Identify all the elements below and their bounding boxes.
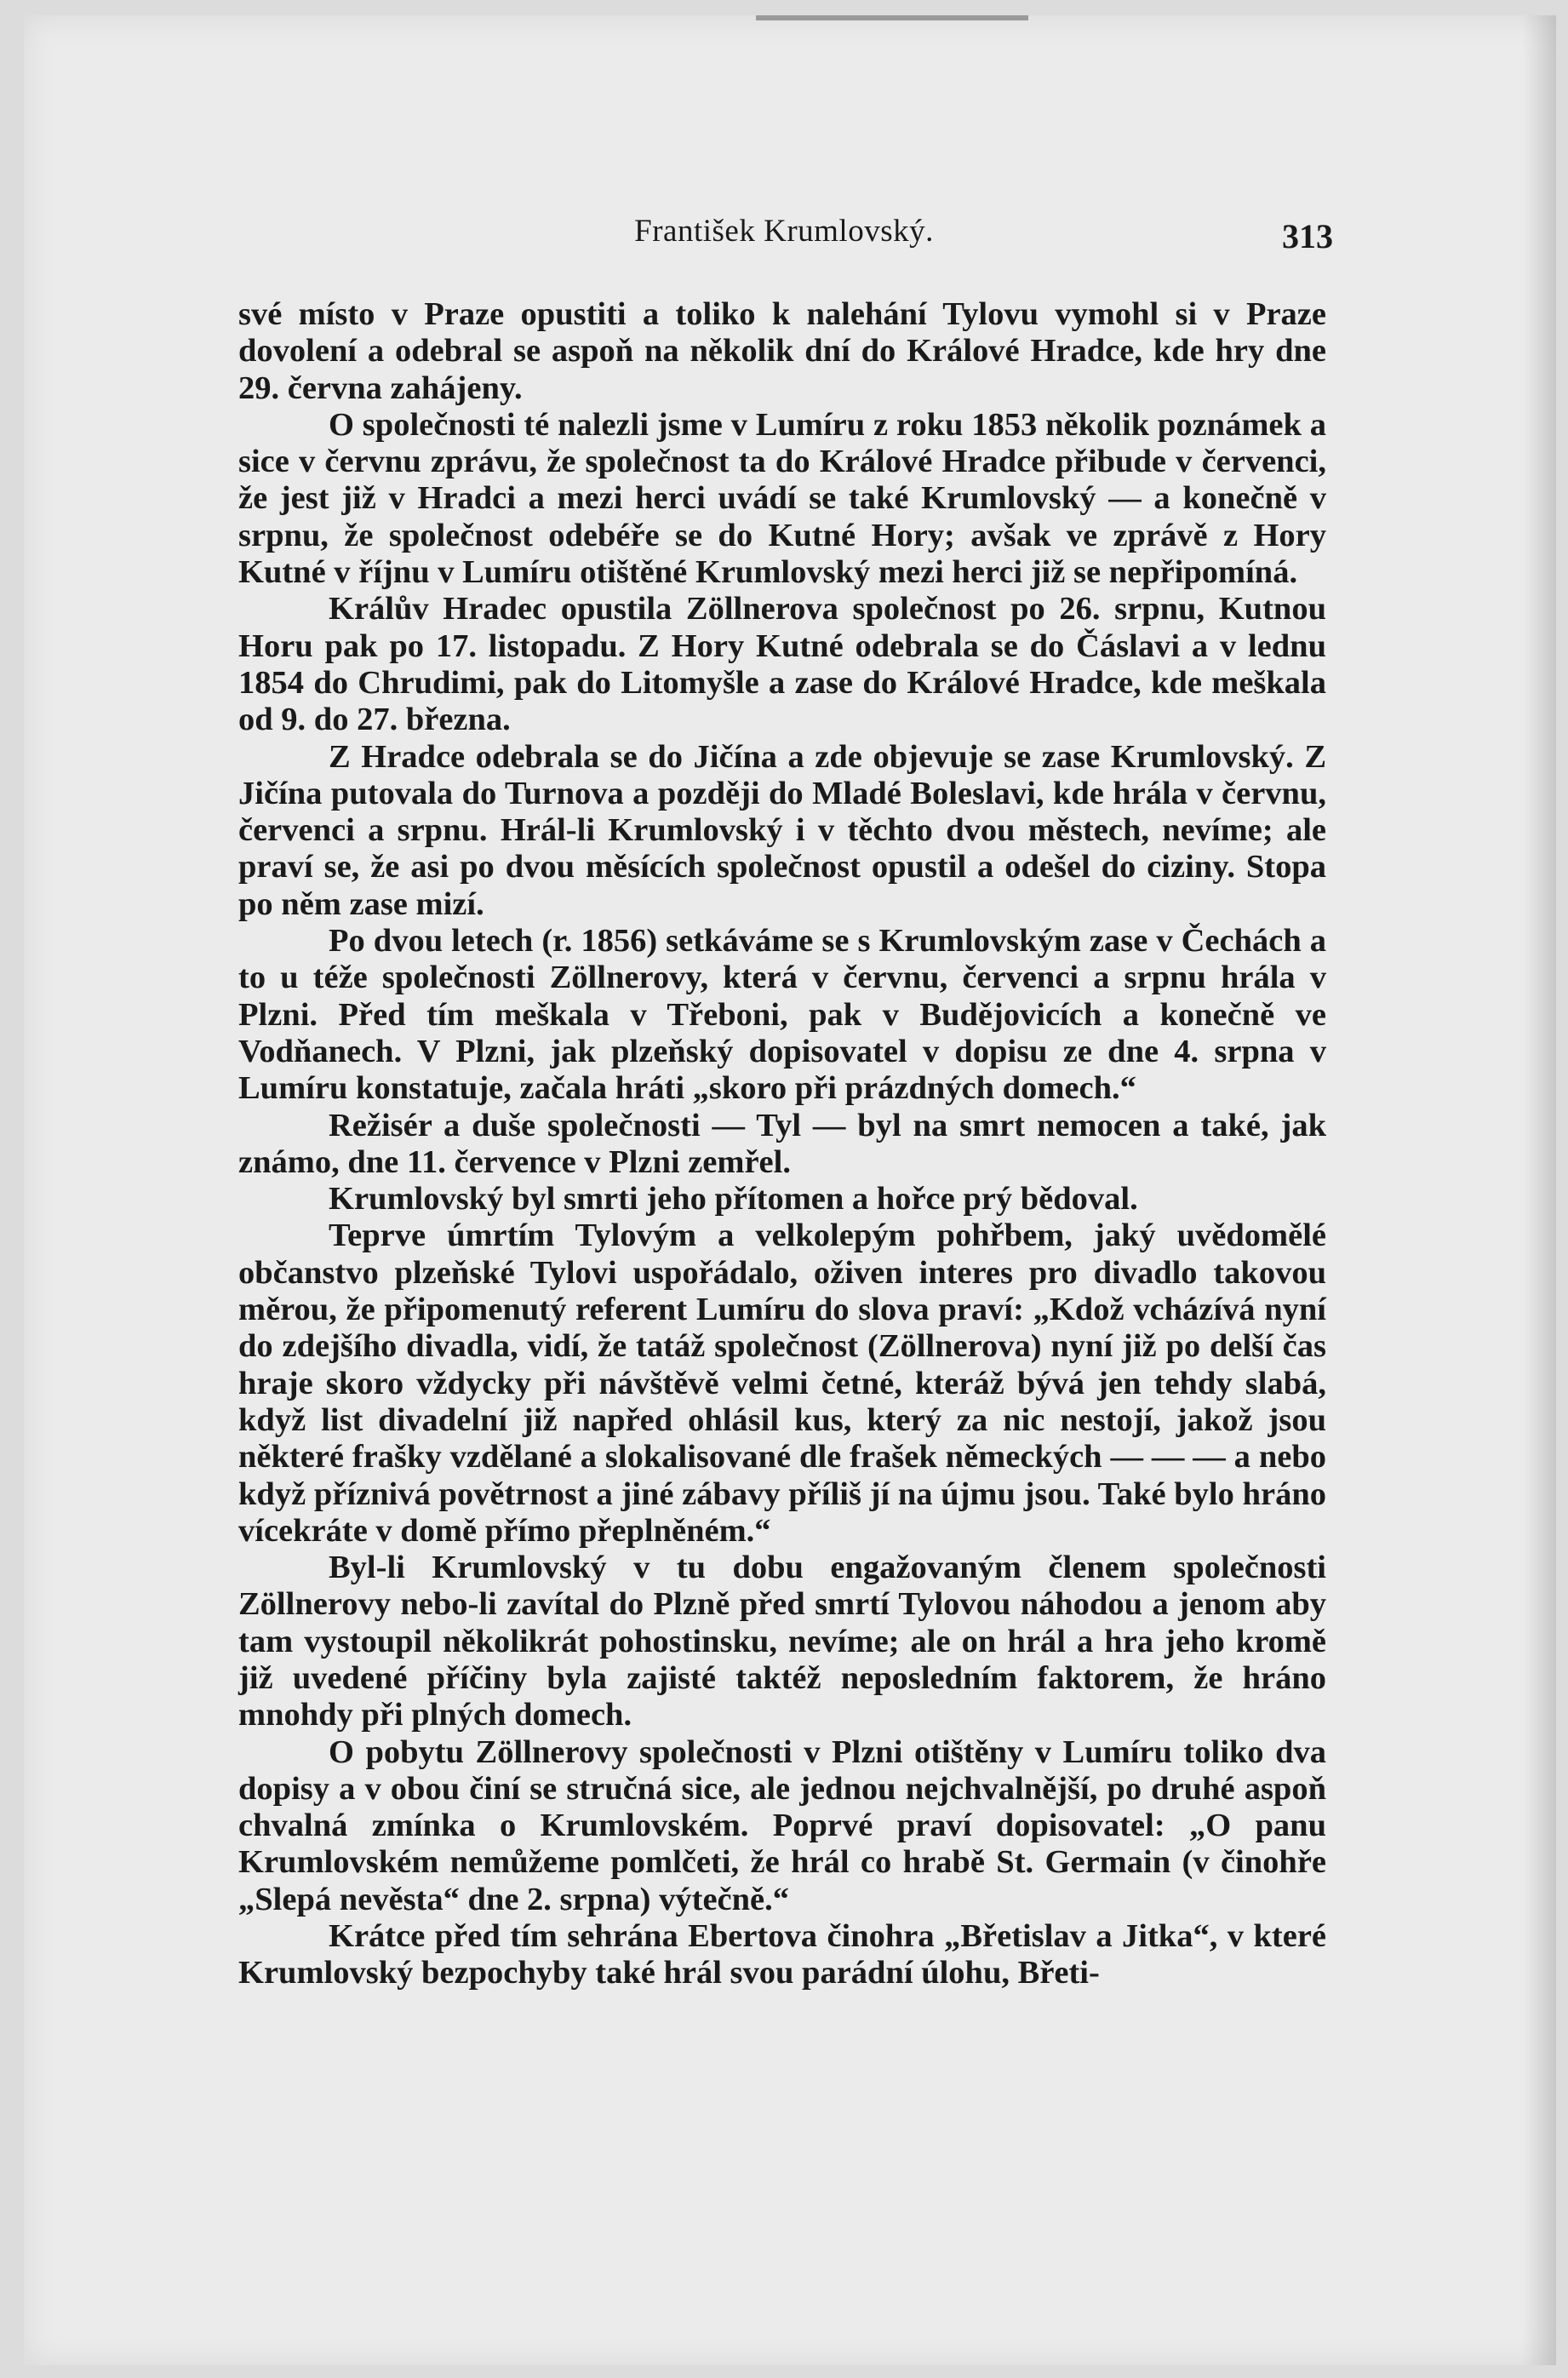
paragraph: Po dvou letech (r. 1856) setkáváme se s Krumlovským zase v Čechách a to u téže společnosti Zöllnerovy, která v červnu, červenci a srpnu hrála v Plzni. Před tím meškala v Třeboni, pak v Budějovicích a konečně ve Vodňanech. V Plzni, jak plzeňský dopisovatel v dopisu ze dne 4. srpna v Lumíru konstatuje, začala hráti „skoro při prázdných domech.“ bbox=[238, 923, 1326, 1107]
paragraph: Králův Hradec opustila Zöllnerova společnost po 26. srpnu, Kutnou Horu pak po 17. listopadu. Z Hory Kutné odebrala se do Čáslavi a v lednu 1854 do Chrudimi, pak do Litomyšle a zase do Králové Hradce, kde meškala od 9. do 27. března. bbox=[238, 591, 1326, 738]
paragraph: své místo v Praze opustiti a toliko k nalehání Tylovu vymohl si v Praze dovolení a odebral se aspoň na několik dní do Králové Hradce, kde hry dne 29. června zahájeny. bbox=[238, 296, 1326, 406]
paragraph: O společnosti té nalezli jsme v Lumíru z roku 1853 několik poznámek a sice v červnu zprávu, že společnost ta do Králové Hradce přibude v červenci, že jest již v Hradci a mezi herci uvádí se také Krumlovský — a konečně v srpnu, že společnost odebéře se do Kutné Hory; avšak ve zprávě z Hory Kutné v říjnu v Lumíru otištěné Krumlovský mezi herci již se nepřipomíná. bbox=[238, 406, 1326, 591]
paragraph: Teprve úmrtím Tylovým a velkolepým pohřbem, jaký uvědomělé občanstvo plzeňské Tylovi uspořádalo, oživen interes pro divadlo takovou měrou, že připomenutý referent Lumíru do slova praví: „Kdož vcházívá nyní do zdejšího divadla, vidí, že tatáž společnost (Zöllnerova) nyní již po delší čas hraje skoro vždycky při návštěvě velmi četné, kteráž bývá jen tehdy slabá, když list divadelní již napřed ohlásil kus, který za nic nestojí, jakož jsou některé frašky vzdělané a slokalisované dle frašek německých — — — a nebo když příznivá povětrnost a jiné zábavy příliš jí na újmu jsou. Také bylo hráno vícekráte v domě přímo přeplněném.“ bbox=[238, 1218, 1326, 1549]
page-header bbox=[235, 213, 1333, 264]
body-text bbox=[238, 296, 1326, 1992]
paragraph: Byl-li Krumlovský v tu dobu engažovaným členem společnosti Zöllnerovy nebo-li zavítal do Plzně před smrtí Tylovou náhodou a jenom aby tam vystoupil několikrát pohostinsku, nevíme; ale on hrál a hra jeho kromě již uvedené příčiny byla zajisté taktéž neposledním faktorem, že hráno mnohdy při plných domech. bbox=[238, 1550, 1326, 1733]
running-title: František Krumlovský. bbox=[634, 214, 934, 249]
paragraph: Krátce před tím sehrána Ebertova činohra „Břetislav a Jitka“, v které Krumlovský bezpochyby také hrál svou parádní úlohu, Břeti- bbox=[238, 1918, 1326, 1991]
page-number: 313 bbox=[1282, 217, 1333, 255]
book-page bbox=[24, 15, 1556, 2365]
paragraph: Krumlovský byl smrti jeho přítomen a hořce prý bědoval. bbox=[329, 1181, 1138, 1218]
paragraph: Režisér a duše společnosti — Tyl — byl na smrt nemocen a také, jak známo, dne 11. července v Plzni zemřel. bbox=[238, 1107, 1326, 1180]
page-top-edge bbox=[756, 15, 1028, 20]
paragraph: O pobytu Zöllnerovy společnosti v Plzni otištěny v Lumíru toliko dva dopisy a v obou činí se stručná sice, ale jednou nejchvalnější, po druhé aspoň chvalná zmínka o Krumlovském. Poprvé praví dopisovatel: „O panu Krumlovském nemůžeme pomlčeti, že hrál co hrabě St. Germain (v činohře „Slepá nevěsta“ dne 2. srpna) výtečně.“ bbox=[238, 1733, 1326, 1917]
paragraph: Z Hradce odebrala se do Jičína a zde objevuje se zase Krumlovský. Z Jičína putovala do Turnova a později do Mladé Boleslavi, kde hrála v červnu, červenci a srpnu. Hrál-li Krumlovský i v těchto dvou městech, nevíme; ale praví se, že asi po dvou měsících společnost opustil a odešel do ciziny. Stopa po něm zase mizí. bbox=[238, 738, 1326, 922]
page-edge-shadow bbox=[1522, 15, 1556, 2365]
